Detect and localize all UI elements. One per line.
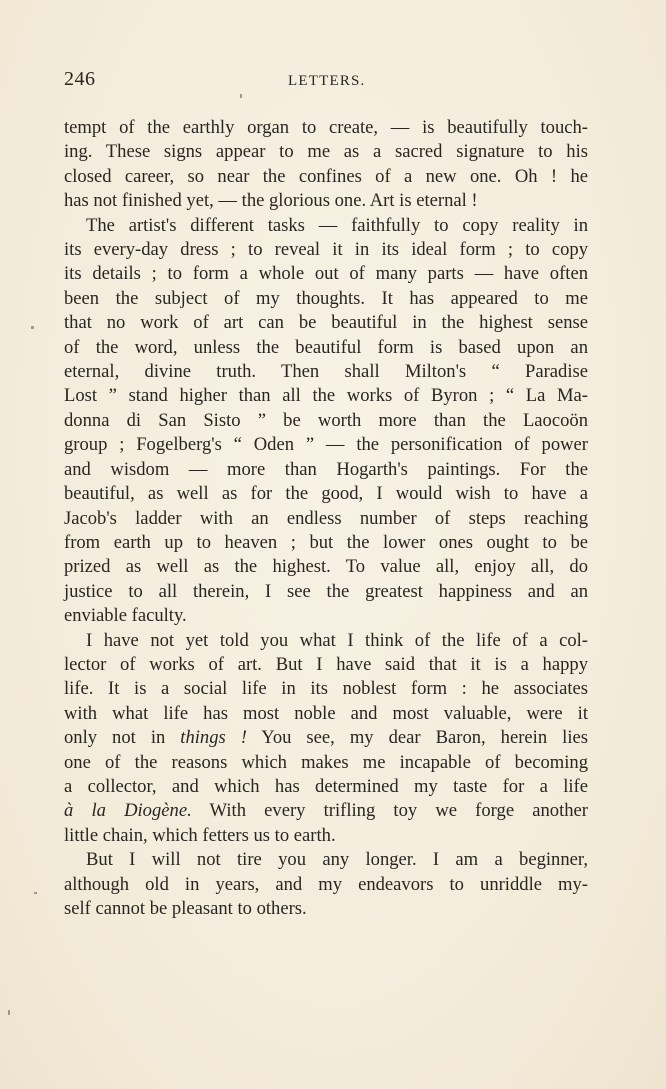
page-number: 246: [64, 68, 96, 90]
running-head: LETTERS.: [288, 73, 366, 89]
paper-speck: [240, 94, 242, 98]
italic-word-things: things !: [180, 727, 247, 749]
paragraph-3: [64, 629, 588, 849]
text-line: of the word, unless the beautiful form is based upon an: [64, 336, 588, 358]
text-line: closed career, so near the confines of a new one. Oh ! he: [64, 165, 588, 187]
text-line: although old in years, and my endeavors to unriddle my-: [64, 873, 588, 895]
text-line: little chain, which fetters us to earth.: [64, 824, 336, 846]
text-line: tempt of the earthly organ to create, — is beautifully touch-: [64, 117, 588, 138]
text-line: But I will not tire you any longer. I am a beginner,: [86, 849, 588, 871]
text-line-with-italic: [64, 799, 588, 823]
paragraph-4: [64, 848, 588, 921]
text-line-with-italic: [64, 726, 588, 750]
paper-speck: [8, 1010, 10, 1015]
text-segment: You see, my dear Baron, herein lies: [246, 727, 588, 749]
text-line: group ; Fogelberg's “ Oden ” — the personification of power: [64, 434, 588, 456]
text-segment: With every trifling toy we forge another: [191, 800, 588, 822]
text-line: its every-day dress ; to reveal it in its ideal form ; to copy: [64, 239, 588, 261]
text-line: one of the reasons which makes me incapable of becoming: [64, 751, 588, 773]
italic-phrase-diogene: à la Diogène.: [64, 800, 192, 822]
paper-speck: [31, 326, 34, 329]
text-line: The artist's different tasks — faithfully to copy reality in: [86, 214, 588, 236]
text-line: eternal, divine truth. Then shall Milton's “ Paradise: [64, 361, 588, 383]
paragraph-1: [64, 116, 588, 214]
text-line: prized as well as the highest. To value all, enjoy all, do: [64, 556, 588, 578]
text-line: from earth up to heaven ; but the lower ones ought to be: [64, 531, 588, 553]
text-line: and wisdom — more than Hogarth's paintings. For the: [64, 458, 588, 480]
text-line: I have not yet told you what I think of the life of a col-: [86, 629, 588, 651]
page-header: [64, 68, 588, 96]
text-line: Lost ” stand higher than all the works of Byron ; “ La Ma-: [64, 385, 588, 407]
text-line: enviable faculty.: [64, 605, 187, 627]
text-line: beautiful, as well as for the good, I would wish to have a: [64, 483, 588, 505]
body-text: [64, 116, 588, 921]
text-line: ing. These signs appear to me as a sacred signature to his: [64, 141, 588, 163]
text-line: justice to all therein, I see the greatest happiness and an: [64, 580, 588, 602]
text-line: life. It is a social life in its noblest form : he associates: [64, 678, 588, 700]
text-line: donna di San Sisto ” be worth more than the Laocoön: [64, 409, 588, 431]
text-line: with what life has most noble and most valuable, were it: [64, 702, 588, 724]
text-segment: only not in: [64, 727, 181, 749]
text-line: Jacob's ladder with an endless number of steps reaching: [64, 507, 588, 529]
text-line: that no work of art can be beautiful in the highest sense: [64, 312, 588, 334]
text-line: lector of works of art. But I have said that it is a happy: [64, 653, 588, 675]
text-line: its details ; to form a whole out of many parts — have often: [64, 263, 588, 285]
text-line: has not finished yet, — the glorious one. Art is eternal !: [64, 190, 478, 212]
text-line: a collector, and which has determined my taste for a life: [64, 775, 588, 797]
paper-speck: [34, 892, 37, 894]
text-line: been the subject of my thoughts. It has appeared to me: [64, 287, 588, 309]
text-line: self cannot be pleasant to others.: [64, 898, 307, 919]
paragraph-2: [64, 214, 588, 629]
